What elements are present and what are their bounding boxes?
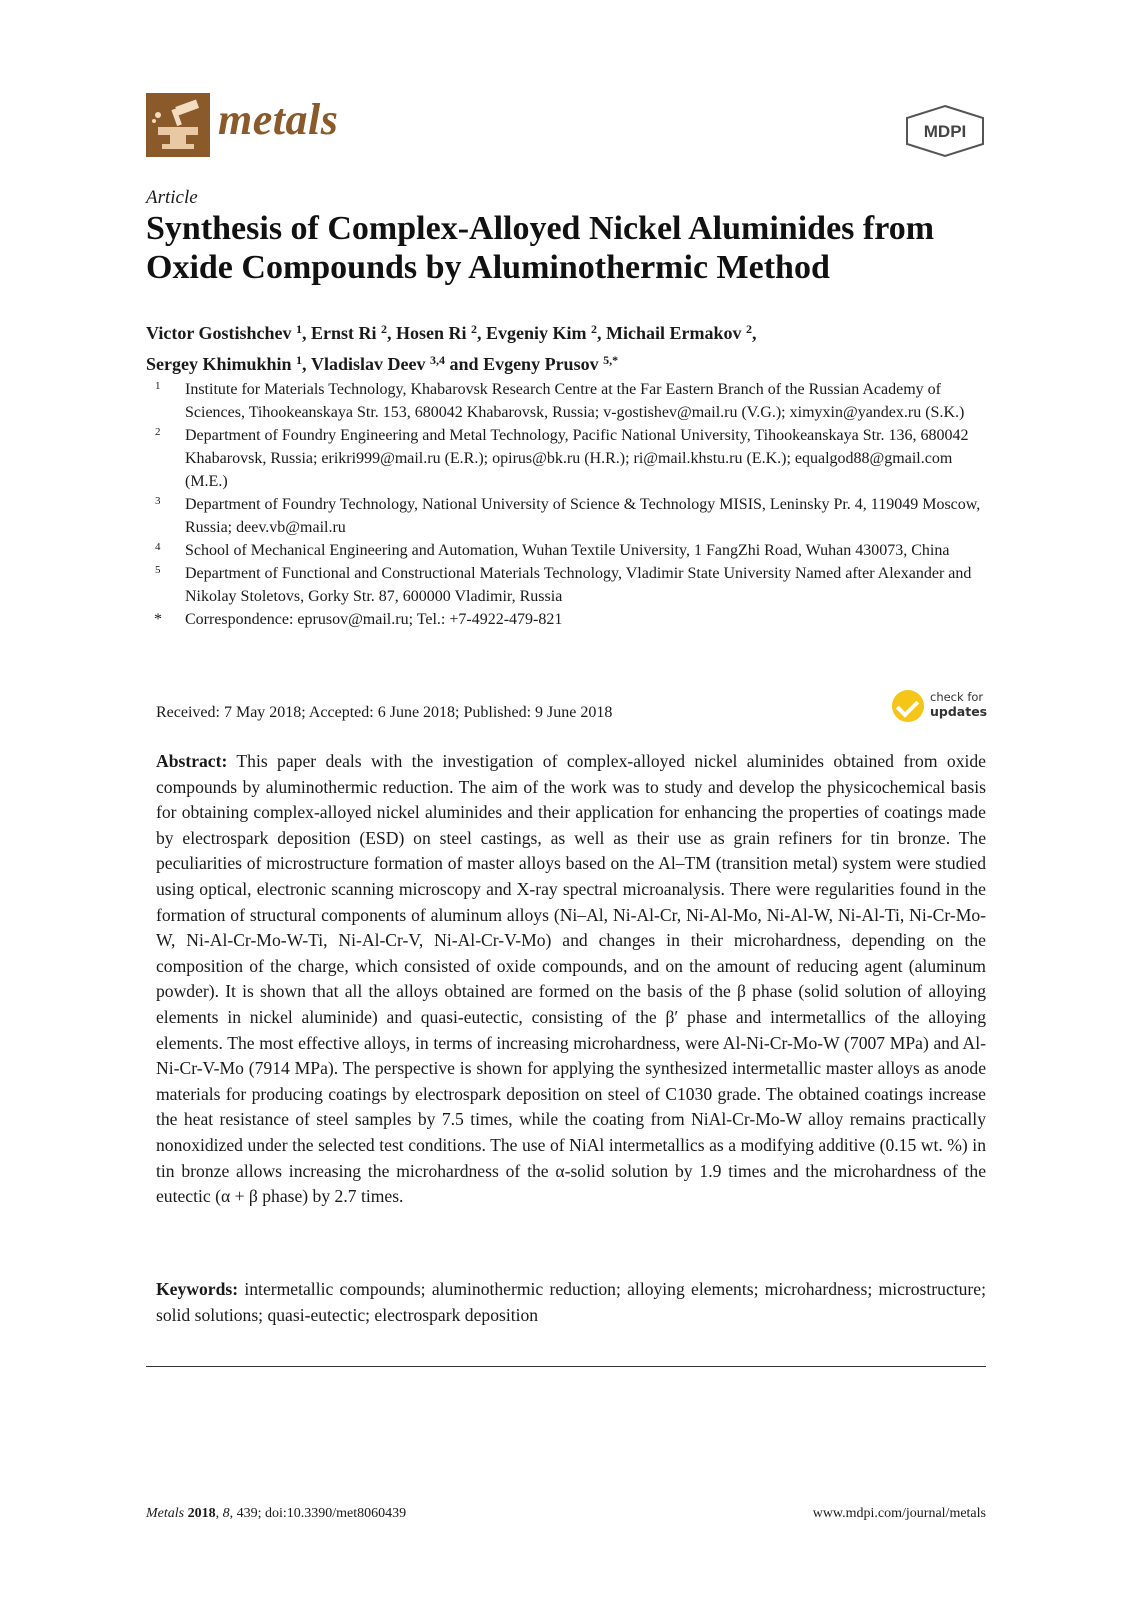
author-separator: ,	[597, 323, 607, 343]
abstract	[156, 749, 986, 1210]
author-affiliation-mark: 2	[381, 322, 388, 336]
footer-journal: Metals	[146, 1506, 185, 1521]
author-separator: and	[445, 354, 484, 374]
author-name: Michail Ermakov	[606, 323, 742, 343]
affiliation-text: Department of Foundry Technology, National University of Science & Technology MISIS, Leninsky Pr. 4, 119049 Moscow, Russia; deev.vb@mail.ru	[185, 496, 981, 536]
footer-volume: 8	[222, 1506, 230, 1521]
affiliation-number: 3	[155, 495, 161, 507]
keywords-text: intermetallic compounds; aluminothermic reduction; alloying elements; microhardness; microstructure; solid solutions; quasi-eutectic; electrospark deposition	[156, 1279, 986, 1325]
keywords	[156, 1277, 986, 1328]
author-name: Hosen Ri	[396, 323, 467, 343]
correspondence-mark: *	[154, 611, 162, 628]
article-title: Synthesis of Complex-Alloyed Nickel Aluminides from Oxide Compounds by Aluminothermic Method	[146, 210, 935, 286]
author-separator: ,	[387, 323, 397, 343]
author-affiliation-mark: 5,*	[603, 353, 619, 367]
author-name: Evgeniy Kim	[486, 323, 587, 343]
author-list	[146, 316, 1006, 378]
check-for-updates-button[interactable]	[892, 689, 992, 723]
author-separator: ,	[302, 354, 312, 374]
author-name: Victor Gostishchev	[146, 323, 292, 343]
affiliation	[153, 378, 993, 424]
affiliation-text: School of Mechanical Engineering and Automation, Wuhan Textile University, 1 FangZhi Road, Wuhan 430073, China	[185, 542, 950, 559]
author-affiliation-mark: 2	[471, 322, 478, 336]
abstract-label: Abstract:	[156, 751, 228, 771]
author-affiliation-mark: 3,4	[430, 353, 446, 367]
author-name: Evgeny Prusov	[483, 354, 599, 374]
author	[311, 354, 483, 374]
journal-name: metals	[218, 95, 339, 144]
author	[606, 323, 757, 343]
author	[146, 323, 311, 343]
author	[146, 354, 311, 374]
abstract-text: This paper deals with the investigation of complex-alloyed nickel aluminides obtained from oxide compounds by aluminothermic reduction. The aim of the work was to study and develop the physicochemical basis for obtaining complex-alloyed nickel aluminides and their application for enhancing the properties of coatings made by electrospark deposition (ESD) on steel castings, as well as their use as grain refiners for tin bronze. The peculiarities of microstructure formation of master alloys based on the Al–TM (transition metal) system were studied using optical, electronic scanning microscopy and X-ray spectral microanalysis. There were regularities found in the formation of structural components of aluminum alloys (Ni–Al, Ni-Al-Cr, Ni-Al-Mo, Ni-Al-W, Ni-Al-Ti, Ni-Cr-Mo-W, Ni-Al-Cr-Mo-W-Ti, Ni-Al-Cr-V, Ni-Al-Cr-V-Mo) and changes in their microhardness, depending on the composition of the charge, which consisted of oxide compounds, and on the amount of reducing agent (aluminum powder). It is shown that all the alloys obtained are formed on the basis of the β phase (solid solution of alloying elements in nickel aluminide) and quasi-eutectic, consisting of the β′ phase and intermetallics of the alloying elements. The most effective alloys, in terms of increasing microhardness, were Al-Ni-Cr-Mo-W (7007 MPa) and Al-Ni-Cr-V-Mo (7914 MPa). The perspective is shown for applying the synthesized intermetallic master alloys as anode materials for producing coatings by electrospark deposition on steel of C1030 grade. The obtained coatings increase the heat resistance of steel samples by 7.5 times, while the coating from NiAl-Cr-Mo-W alloy remains practically nonoxidized under the selected test conditions. The use of NiAl intermetallics as a modifying additive (0.15 wt. %) in tin bronze allows increasing the microhardness of the α-solid solution by 1.9 times and the microhardness of the eutectic (α + β phase) by 2.7 times.	[156, 751, 986, 1207]
author-name: Vladislav Deev	[311, 354, 426, 374]
affiliation-number: 2	[155, 426, 161, 438]
check-for-updates-line2: updates	[930, 704, 988, 719]
author-separator: ,	[302, 323, 311, 343]
author	[311, 323, 396, 343]
article-type: Article	[146, 187, 198, 208]
correspondence	[153, 608, 993, 631]
footer-doi: , 439; doi:10.3390/met8060439	[229, 1506, 407, 1521]
check-for-updates-line1: check for	[930, 690, 984, 704]
mdpi-logo-icon	[903, 104, 987, 158]
affiliation-text: Department of Foundry Engineering and Metal Technology, Pacific National University, Tihookeanskaya Str. 136, 680042 Khabarovsk, Russia; erikri999@mail.ru (E.R.); opirus@bk.ru (H.R.); ri@mail.khstu.ru (E.K.); equalgod88@gmail.com (M.E.)	[185, 427, 969, 490]
affiliation-number: 5	[155, 564, 161, 576]
keywords-label: Keywords:	[156, 1279, 239, 1299]
publication-dates: Received: 7 May 2018; Accepted: 6 June 2018; Published: 9 June 2018	[156, 704, 613, 721]
divider	[146, 1366, 986, 1367]
author-affiliation-mark: 1	[296, 322, 302, 336]
author-affiliation-mark: 1	[296, 353, 303, 367]
journal-logo-icon	[146, 93, 210, 157]
author-affiliation-mark: 2	[746, 322, 753, 336]
affiliation-text: Institute for Materials Technology, Khabarovsk Research Centre at the Far Eastern Branch of the Russian Academy of Sciences, Tihookeanskaya Str. 153, 680042 Khabarovsk, Russia; v-gostishev@mail.ru (V.G.); ximyxin@yandex.ru (S.K.)	[185, 381, 965, 421]
affiliation-number: 1	[155, 380, 161, 392]
affiliation	[153, 424, 993, 493]
correspondence-text: Correspondence: eprusov@mail.ru; Tel.: +7-4922-479-821	[185, 611, 563, 628]
author-name: Ernst Ri	[311, 323, 377, 343]
author-affiliation-mark: 2	[591, 322, 598, 336]
author	[396, 323, 486, 343]
checkmark-icon	[892, 690, 924, 722]
author	[486, 323, 606, 343]
author	[483, 354, 618, 374]
affiliation	[153, 562, 993, 608]
affiliation-text: Department of Functional and Constructional Materials Technology, Vladimir State University Named after Alexander and Nikolay Stoletovs, Gorky Str. 87, 600000 Vladimir, Russia	[185, 565, 972, 605]
mdpi-logo-text: MDPI	[923, 122, 967, 141]
affiliation-number: 4	[155, 541, 161, 553]
affiliation	[153, 539, 993, 562]
author-separator: ,	[752, 323, 757, 343]
affiliation-list	[153, 378, 993, 631]
author-name: Sergey Khimukhin	[146, 354, 292, 374]
affiliation	[153, 493, 993, 539]
journal-url-link[interactable]: www.mdpi.com/journal/metals	[812, 1506, 986, 1521]
citation-footer: Metals 2018, 8, 439; doi:10.3390/met8060439	[146, 1506, 407, 1521]
author-separator: ,	[477, 323, 487, 343]
footer-year: 2018	[187, 1506, 216, 1521]
